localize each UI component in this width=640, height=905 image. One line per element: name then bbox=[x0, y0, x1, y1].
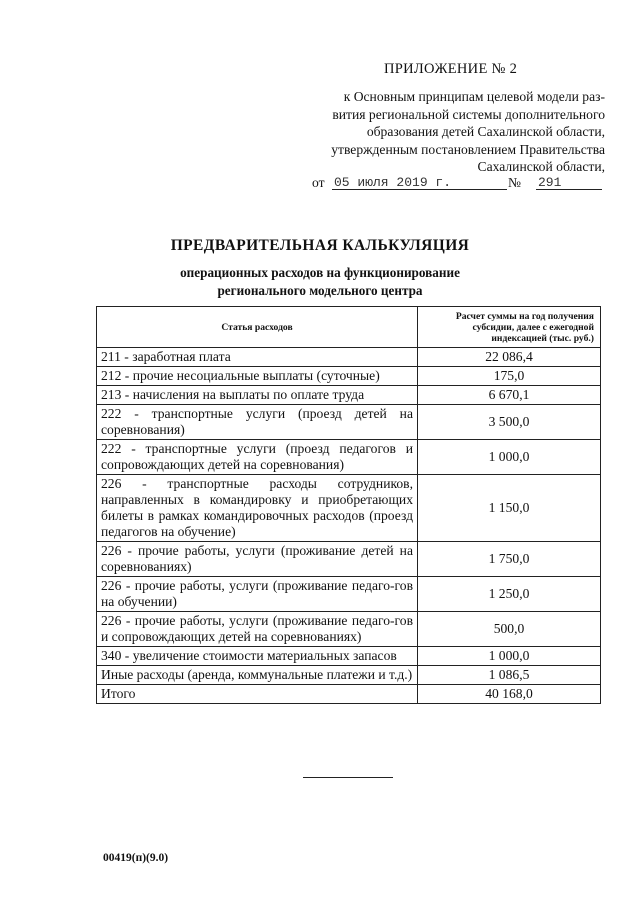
row-sum: 1 250,0 bbox=[418, 577, 601, 612]
row-sum: 1 750,0 bbox=[418, 542, 601, 577]
total-sum: 40 168,0 bbox=[418, 685, 601, 704]
row-item: 222 - транспортные услуги (проезд детей на соревнования) bbox=[97, 405, 418, 440]
row-item: 211 - заработная плата bbox=[97, 348, 418, 367]
appendix-line: утвержденным постановлением Правительства bbox=[331, 141, 605, 157]
date-label: от bbox=[312, 175, 325, 190]
row-sum: 3 500,0 bbox=[418, 405, 601, 440]
row-item: 340 - увеличение стоимости материальных запасов bbox=[97, 647, 418, 666]
number-value: 291 bbox=[538, 175, 562, 190]
row-item: 226 - транспортные расходы сотрудников, направленных в командировку и приобретающих билеты в рамках командировочных расходов (проезд педагогов на обучение) bbox=[97, 475, 418, 542]
document-code: 00419(п)(9.0) bbox=[103, 852, 169, 864]
row-item: 226 - прочие работы, услуги (проживание детей на соревнованиях) bbox=[97, 542, 418, 577]
document-title: ПРЕДВАРИТЕЛЬНАЯ КАЛЬКУЛЯЦИЯ bbox=[170, 237, 470, 254]
number-label: № bbox=[508, 175, 521, 190]
subtitle-line: регионального модельного центра bbox=[217, 283, 423, 298]
row-sum: 500,0 bbox=[418, 612, 601, 647]
table-total-row bbox=[97, 685, 601, 704]
table-row bbox=[97, 577, 601, 612]
table-header-row bbox=[97, 307, 601, 348]
row-item: 222 - транспортные услуги (проезд педагогов и сопровождающих детей на соревнования) bbox=[97, 440, 418, 475]
row-sum: 6 670,1 bbox=[418, 386, 601, 405]
table-row bbox=[97, 348, 601, 367]
appendix-line: вития региональной системы дополнительного bbox=[332, 106, 605, 122]
row-sum: 175,0 bbox=[418, 367, 601, 386]
calculation-table bbox=[96, 306, 601, 704]
row-item: 226 - прочие работы, услуги (проживание педаго-гов на обучении) bbox=[97, 577, 418, 612]
table-row bbox=[97, 386, 601, 405]
row-sum: 22 086,4 bbox=[418, 348, 601, 367]
appendix-text bbox=[300, 88, 605, 176]
header-item: Статья расходов bbox=[97, 307, 418, 348]
row-item: 226 - прочие работы, услуги (проживание педаго-гов и сопровождающих детей на соревнованиях) bbox=[97, 612, 418, 647]
table-row bbox=[97, 475, 601, 542]
row-item: 212 - прочие несоциальные выплаты (суточные) bbox=[97, 367, 418, 386]
row-item: Иные расходы (аренда, коммунальные платежи и т.д.) bbox=[97, 666, 418, 685]
table-row bbox=[97, 367, 601, 386]
appendix-title: ПРИЛОЖЕНИЕ № 2 bbox=[384, 61, 518, 77]
table-row bbox=[97, 405, 601, 440]
row-sum: 1 000,0 bbox=[418, 647, 601, 666]
subtitle-line: операционных расходов на функционирование bbox=[180, 265, 460, 280]
row-item: 213 - начисления на выплаты по оплате труда bbox=[97, 386, 418, 405]
header-sum: Расчет суммы на год получения субсидии, далее с ежегодной индексацией (тыс. руб.) bbox=[418, 307, 601, 348]
document-subtitle bbox=[0, 264, 640, 300]
table-row bbox=[97, 612, 601, 647]
table-row bbox=[97, 647, 601, 666]
appendix-line: к Основным принципам целевой модели раз- bbox=[343, 89, 605, 104]
appendix-line: Сахалинской области, bbox=[477, 159, 605, 174]
approval-date-row bbox=[312, 175, 602, 193]
total-label: Итого bbox=[97, 685, 418, 704]
date-value: 05 июля 2019 г. bbox=[334, 175, 452, 190]
table-row bbox=[97, 542, 601, 577]
table-row bbox=[97, 440, 601, 475]
row-sum: 1 000,0 bbox=[418, 440, 601, 475]
row-sum: 1 086,5 bbox=[418, 666, 601, 685]
appendix-line: образования детей Сахалинской области, bbox=[366, 124, 605, 139]
end-divider bbox=[303, 777, 393, 778]
row-sum: 1 150,0 bbox=[418, 475, 601, 542]
table-row bbox=[97, 666, 601, 685]
